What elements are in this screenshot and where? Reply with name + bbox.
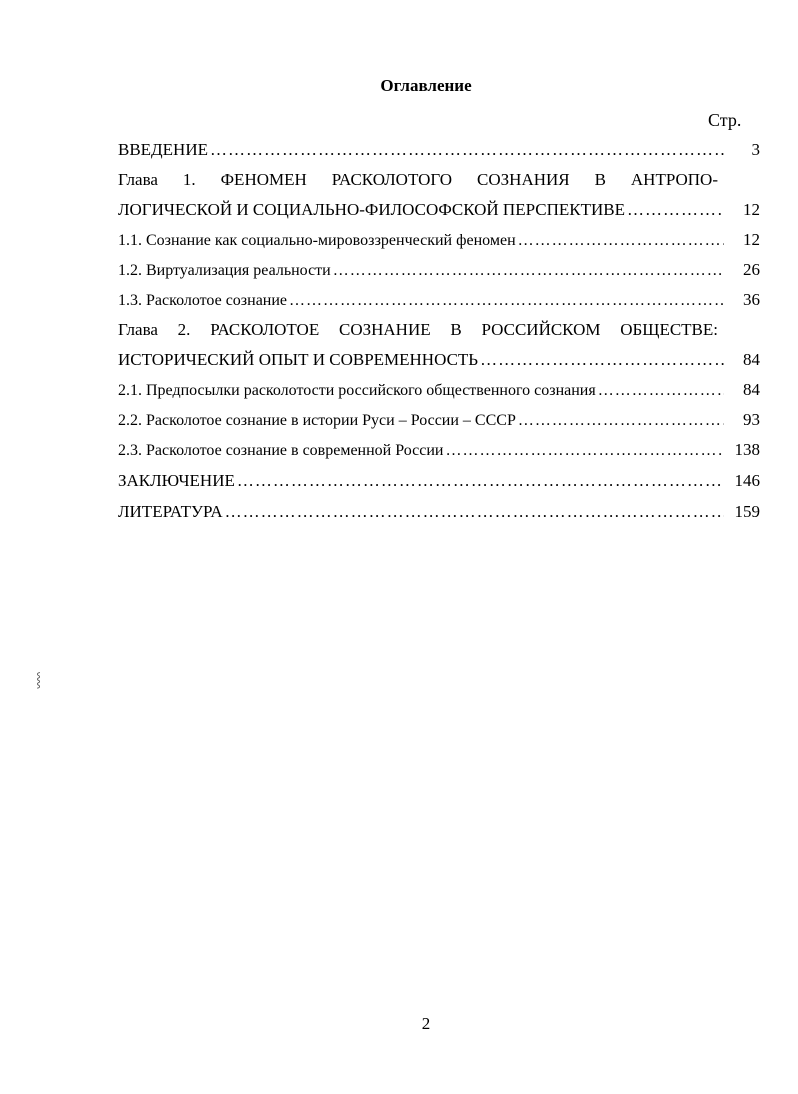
toc-entry-1-2 bbox=[118, 260, 760, 286]
leader-dots bbox=[480, 350, 724, 370]
toc-entry-text: 2.2. Расколотое сознание в истории Руси – России – СССР bbox=[118, 412, 516, 429]
toc-entry-page: 36 bbox=[743, 290, 760, 309]
toc-entry-bibliography bbox=[118, 502, 760, 528]
toc-entry-page: 3 bbox=[751, 140, 760, 159]
toc-entry-1-3 bbox=[118, 290, 760, 316]
toc-chapter-1-line1: Глава 1. ФЕНОМЕН РАСКОЛОТОГО СОЗНАНИЯ В АНТРОПО- bbox=[118, 170, 718, 189]
leader-dots bbox=[333, 262, 724, 280]
scan-artifact-mark: ⸾ bbox=[36, 673, 42, 688]
toc-entry-chapter-1 bbox=[118, 200, 760, 226]
leader-dots bbox=[289, 292, 724, 310]
toc-entry-page: 12 bbox=[743, 200, 760, 219]
toc-entry-conclusion bbox=[118, 471, 760, 497]
toc-entry-text: 1.1. Сознание как социально-мировоззренческий феномен bbox=[118, 232, 516, 249]
leader-dots bbox=[210, 140, 724, 160]
toc-entry-text: ЛИТЕРАТУРА bbox=[118, 502, 223, 521]
toc-entry-page: 159 bbox=[734, 502, 760, 521]
toc-entry-text: 1.2. Виртуализация реальности bbox=[118, 262, 331, 279]
toc-entry-text: ВВЕДЕНИЕ bbox=[118, 140, 208, 159]
page-column-label: Стр. bbox=[708, 110, 742, 130]
toc-entry-text: ЛОГИЧЕСКОЙ И СОЦИАЛЬНО-ФИЛОСОФСКОЙ ПЕРСПЕКТИВЕ bbox=[118, 200, 625, 219]
toc-title: Оглавление bbox=[380, 76, 472, 95]
leader-dots bbox=[518, 412, 724, 430]
toc-entry-1-1 bbox=[118, 230, 760, 256]
toc-entry-text: ЗАКЛЮЧЕНИЕ bbox=[118, 471, 235, 490]
toc-entry-chapter-2 bbox=[118, 350, 760, 376]
toc-entry-introduction bbox=[118, 140, 760, 166]
leader-dots bbox=[518, 232, 724, 250]
leader-dots bbox=[237, 471, 724, 491]
leader-dots bbox=[627, 200, 724, 220]
toc-entry-text: 1.3. Расколотое сознание bbox=[118, 292, 288, 309]
toc-entry-page: 26 bbox=[743, 260, 760, 279]
toc-entry-page: 84 bbox=[743, 350, 760, 369]
toc-entry-2-2 bbox=[118, 410, 760, 436]
toc-entry-2-1 bbox=[118, 380, 760, 406]
toc-entry-text: ИСТОРИЧЕСКИЙ ОПЫТ И СОВРЕМЕННОСТЬ bbox=[118, 350, 479, 369]
toc-entry-page: 93 bbox=[743, 410, 760, 429]
toc-chapter-2-line1: Глава 2. РАСКОЛОТОЕ СОЗНАНИЕ В РОССИЙСКОМ ОБЩЕСТВЕ: bbox=[118, 320, 718, 339]
leader-dots bbox=[598, 382, 724, 400]
toc-entry-text: 2.1. Предпосылки расколотости российского общественного сознания bbox=[118, 382, 596, 399]
toc-entry-page: 12 bbox=[743, 230, 760, 249]
toc-entry-page: 84 bbox=[743, 380, 760, 399]
toc-entry-page: 146 bbox=[734, 471, 760, 490]
page-number: 2 bbox=[421, 1014, 431, 1033]
toc-entry-page: 138 bbox=[734, 440, 760, 459]
leader-dots bbox=[445, 442, 724, 460]
toc-entry-2-3 bbox=[118, 440, 760, 466]
leader-dots bbox=[225, 502, 724, 522]
toc-entry-text: 2.3. Расколотое сознание в современной России bbox=[118, 442, 444, 459]
